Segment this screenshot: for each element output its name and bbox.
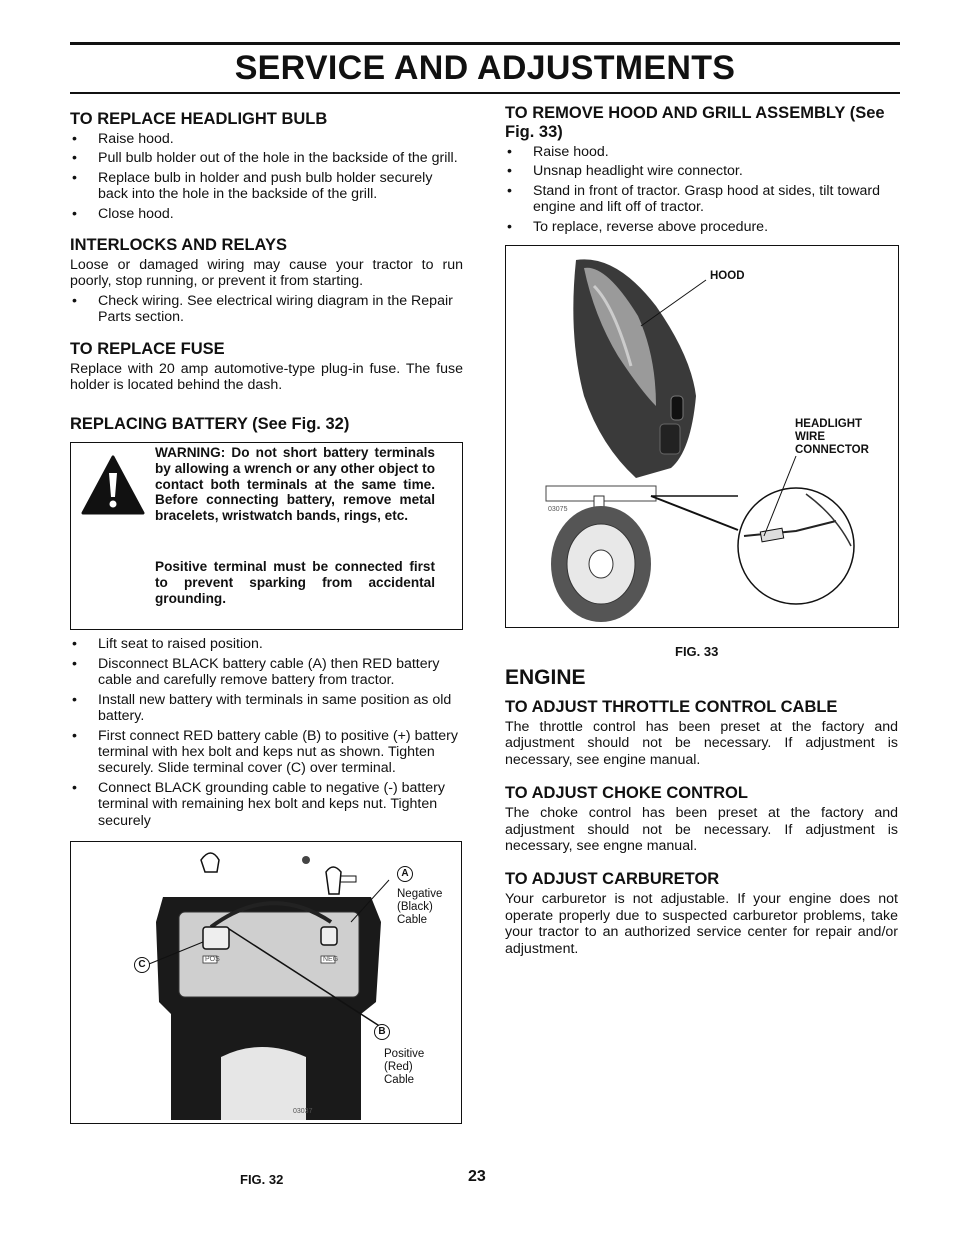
figure-32 [70, 841, 462, 1124]
headlight-heading: TO REPLACE HEADLIGHT BULB [70, 110, 328, 128]
right-column [505, 104, 898, 957]
hood-heading: TO REMOVE HOOD AND GRILL ASSEMBLY (See Fig. 33) [505, 104, 885, 141]
fuse-heading: TO REPLACE FUSE [70, 339, 225, 358]
header-rule-top [70, 42, 900, 45]
warning-box [70, 442, 463, 630]
hood-section [505, 104, 898, 235]
callout-b: B [374, 1024, 390, 1040]
choke-section [505, 784, 898, 854]
engine-heading: ENGINE [505, 666, 586, 689]
headlight-section [70, 110, 463, 222]
callout-b-text: Positive (Red) Cable [384, 1047, 425, 1086]
list-item: • Replace bulb in holder and push bulb holder securely back into the hole in the backside of the grill. [70, 170, 463, 203]
list-item: • Connect BLACK grounding cable to negative (-) battery terminal with remaining hex bolt and keps nut. Tighten securely [70, 780, 463, 829]
carburetor-section [505, 870, 898, 957]
neg-marking: NEG [323, 955, 339, 963]
headlight-list [70, 131, 463, 222]
warning-paragraph: WARNING: Do not short battery terminals by allowing a wrench or any other object to contact both terminals at the same time. Before connecting battery, remove metal bracelets, wristwatch bands, rings, etc. [155, 445, 435, 523]
hood-list [505, 144, 898, 235]
interlocks-heading: INTERLOCKS AND RELAYS [70, 236, 287, 255]
throttle-heading: TO ADJUST THROTTLE CONTROL CABLE [505, 698, 838, 716]
hood-label: HOOD [710, 270, 745, 283]
page-number: 23 [468, 1168, 486, 1185]
list-item: • First connect RED battery cable (B) to positive (+) battery terminal with hex bolt and keps nut as shown. Tighten securely. Slide terminal cover (C) over terminal. [70, 728, 463, 777]
fuse-body: Replace with 20 amp automotive-type plug-in fuse. The fuse holder is located behind the dash. [70, 360, 463, 394]
list-item: • Raise hood. [505, 144, 898, 160]
battery-list [70, 636, 463, 828]
list-item: • Check wiring. See electrical wiring diagram in the Repair Parts section. [70, 293, 463, 326]
battery-section [70, 415, 463, 1123]
throttle-section [505, 698, 898, 768]
list-item: • Pull bulb holder out of the hole in the backside of the grill. [70, 150, 463, 166]
interlocks-list [70, 293, 463, 326]
callout-a-text: Negative (Black) Cable [397, 887, 443, 926]
warning-text [155, 445, 435, 606]
callout-c: C [134, 957, 150, 973]
header-rule-bottom [70, 92, 900, 94]
carburetor-body: Your carburetor is not adjustable. If your engine does not operate properly due to suspected carburetor problems, take your tractor to an authorized service center for repair and/or adjustment. [505, 891, 898, 957]
fig33-caption: FIG. 33 [675, 644, 719, 659]
list-item: • Unsnap headlight wire connector. [505, 163, 898, 179]
throttle-body: The throttle control has been preset at the factory and adjustment should not be necessary. If adjustment is necessary, see engine manual. [505, 719, 898, 768]
figure-part-number: 03037 [293, 1107, 313, 1115]
fig32-caption: FIG. 32 [240, 1172, 284, 1187]
page-title: SERVICE AND ADJUSTMENTS [234, 49, 736, 87]
figure-part-number: 03075 [548, 506, 568, 514]
pos-marking: POS [205, 955, 220, 963]
choke-body: The choke control has been preset at the factory and adjustment should not be necessary. If adjustment is necessary, see engne manual. [505, 805, 898, 855]
fuse-section [70, 340, 463, 394]
list-item: • To replace, reverse above procedure. [505, 219, 898, 235]
list-item: • Disconnect BLACK battery cable (A) then RED battery cable and carefully remove battery from tractor. [70, 656, 463, 689]
carburetor-heading: TO ADJUST CARBURETOR [505, 870, 720, 889]
list-item: • Install new battery with terminals in same position as old battery. [70, 692, 463, 725]
choke-heading: TO ADJUST CHOKE CONTROL [505, 784, 748, 803]
list-item: • Lift seat to raised position. [70, 636, 463, 652]
interlocks-section [70, 236, 463, 326]
warning-paragraph-positive: Positive terminal must be connected first to prevent sparking from accidental grounding. [155, 559, 435, 606]
interlocks-body: Loose or damaged wiring may cause your tractor to run poorly, stop running, or prevent it from starting. [70, 257, 463, 290]
warning-icon [81, 455, 145, 515]
list-item: • Raise hood. [70, 131, 463, 147]
left-column [70, 110, 463, 1124]
list-item: • Close hood. [70, 206, 463, 222]
connector-label: HEADLIGHT WIRE CONNECTOR [795, 418, 869, 457]
callout-a: A [397, 866, 413, 882]
figure-33 [505, 245, 899, 628]
battery-heading: REPLACING BATTERY (See Fig. 32) [70, 415, 350, 434]
engine-section [505, 666, 898, 971]
list-item: • Stand in front of tractor. Grasp hood at sides, tilt toward engine and lift off of tractor. [505, 183, 898, 216]
